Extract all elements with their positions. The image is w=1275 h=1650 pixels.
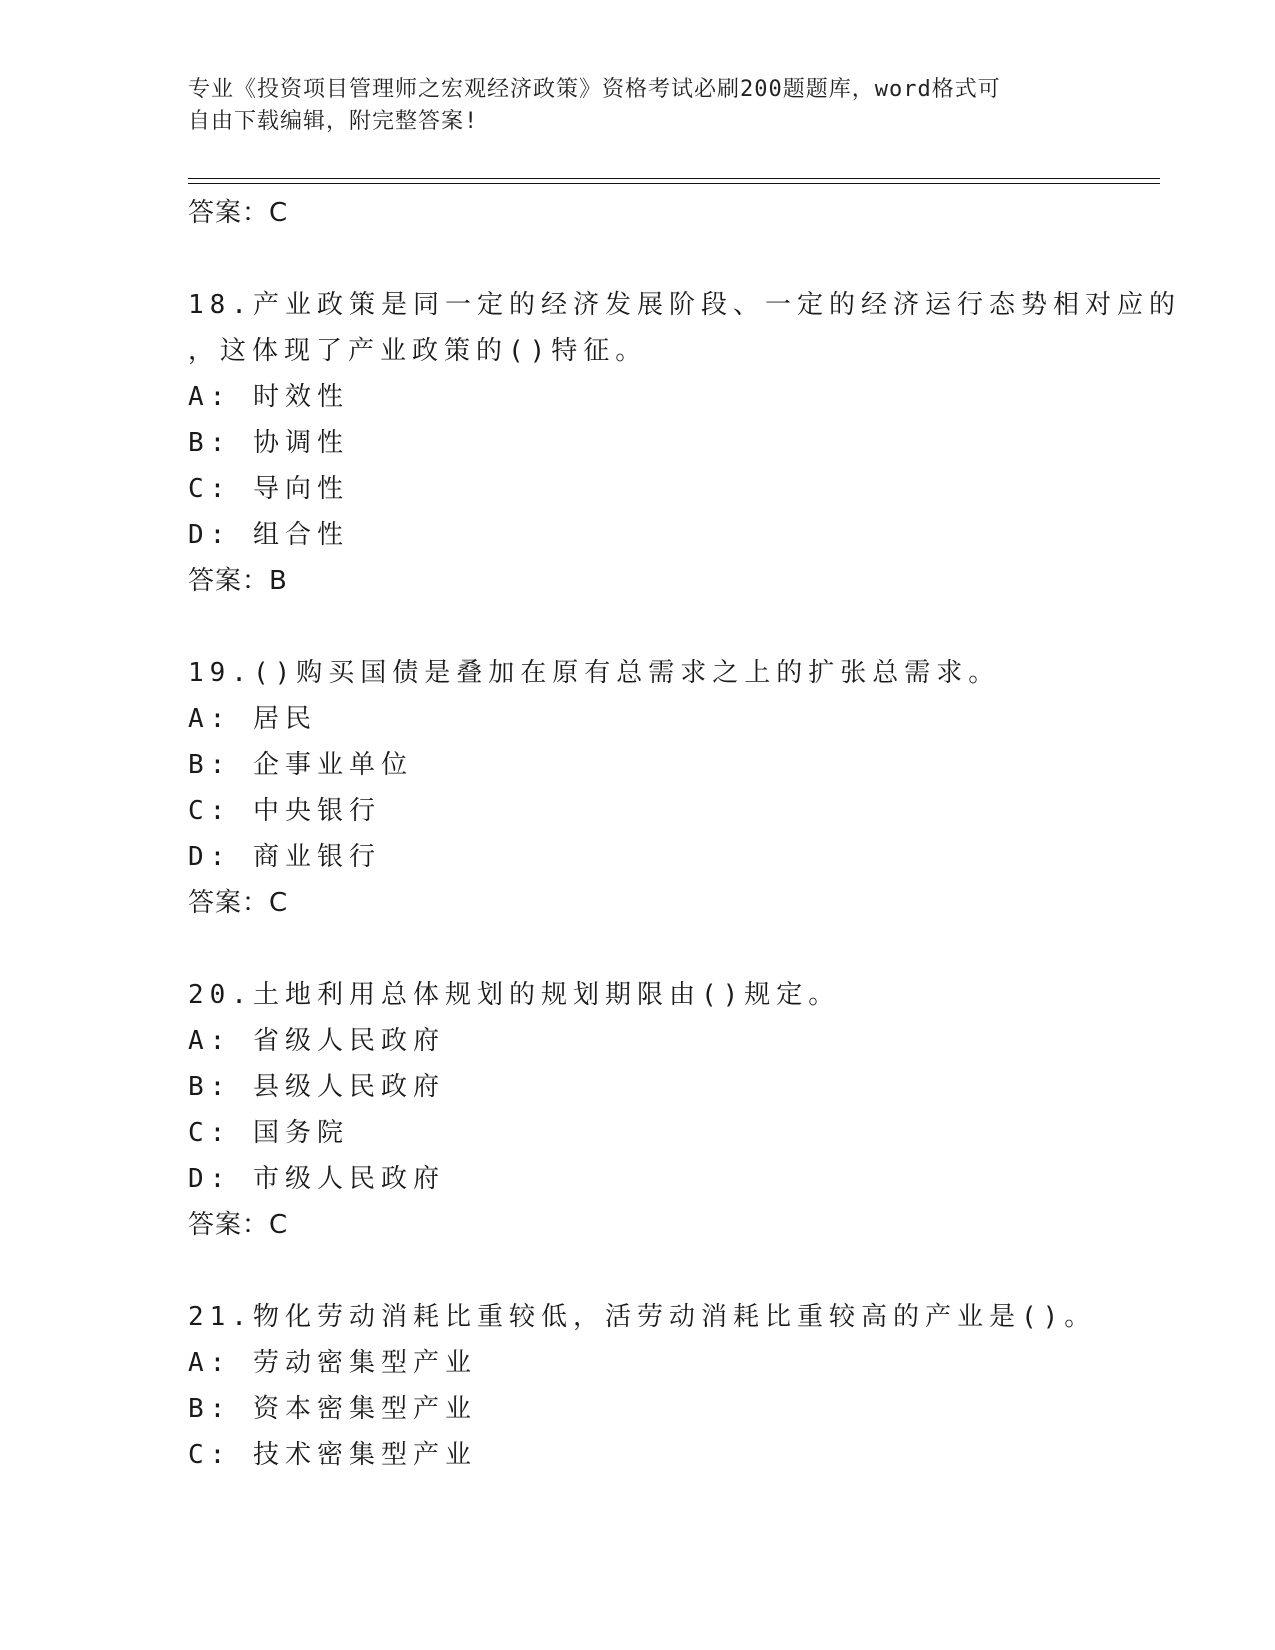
option-c: C: 国务院 [188, 1118, 349, 1148]
answer-text: 答案：C [188, 888, 289, 918]
document-header [188, 74, 1088, 138]
header-divider-top [188, 178, 1160, 179]
spacer [188, 926, 1148, 972]
question-list [188, 190, 1181, 1478]
option-a: A: 省级人民政府 [188, 1026, 445, 1056]
option-d: D: 商业银行 [188, 842, 381, 872]
option-d: D: 市级人民政府 [188, 1164, 445, 1194]
option-a: A: 时效性 [188, 382, 349, 412]
option-d: D: 组合性 [188, 520, 349, 550]
header-line-1: 专业《投资项目管理师之宏观经济政策》资格考试必刷200题题库，word格式可 [188, 77, 1001, 102]
option-b: B: 资本密集型产业 [188, 1394, 477, 1424]
option-b: B: 县级人民政府 [188, 1072, 445, 1102]
question-text: 18.产业政策是同一定的经济发展阶段、一定的经济运行态势相对应的 [188, 290, 1181, 320]
question-item [188, 972, 1148, 1248]
answer-text: 答案：B [188, 566, 288, 596]
previous-answer: 答案：C [188, 198, 289, 228]
spacer [188, 236, 1148, 282]
question-text-continued: ，这体现了产业政策的()特征。 [188, 336, 648, 366]
option-c: C: 导向性 [188, 474, 349, 504]
option-a: A: 居民 [188, 704, 317, 734]
question-text: 19.()购买国债是叠加在原有总需求之上的扩张总需求。 [188, 658, 1001, 688]
option-c: C: 中央银行 [188, 796, 381, 826]
option-a: A: 劳动密集型产业 [188, 1348, 477, 1378]
answer-text: 答案：C [188, 1210, 289, 1240]
header-line-2: 自由下载编辑，附完整答案! [188, 109, 479, 134]
header-divider-bottom [188, 183, 1160, 184]
question-text: 20.土地利用总体规划的规划期限由()规定。 [188, 980, 841, 1010]
question-item [188, 650, 1148, 926]
question-item [188, 1294, 1148, 1478]
option-c: C: 技术密集型产业 [188, 1440, 477, 1470]
option-b: B: 企事业单位 [188, 750, 413, 780]
question-text: 21.物化劳动消耗比重较低，活劳动消耗比重较高的产业是()。 [188, 1302, 1097, 1332]
spacer [188, 1248, 1148, 1294]
option-b: B: 协调性 [188, 428, 349, 458]
spacer [188, 604, 1148, 650]
question-item [188, 282, 1181, 604]
